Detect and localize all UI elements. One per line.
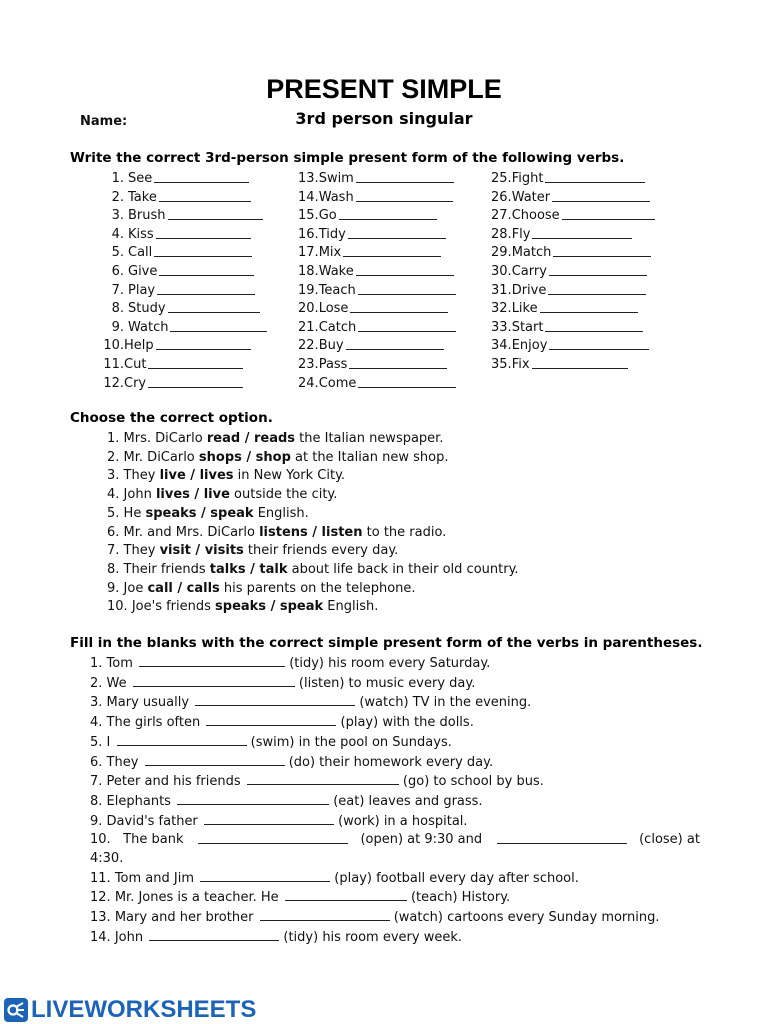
verb-item [100,226,267,245]
option-choice[interactable]: listens / listen [259,524,363,540]
verb-word: Wake [318,263,354,279]
item-number: 10. [107,599,128,615]
verb-word: Help [124,338,154,354]
list-item [90,792,700,812]
answer-blank[interactable] [497,831,627,844]
item-number: 12. [90,890,111,906]
verb-item [491,356,655,375]
answer-blank[interactable] [157,282,255,295]
verb-item [298,226,456,245]
answer-blank[interactable] [170,319,267,332]
item-number: 7. [90,774,103,790]
verb-item [298,375,456,394]
answer-blank[interactable] [358,319,456,332]
answer-blank[interactable] [198,831,348,844]
sentence-end: (do) their homework every day. [288,754,494,770]
verb-word: Cry [124,375,147,391]
page-title: PRESENT SIMPLE [266,74,502,104]
item-number: 2. [90,675,103,691]
list-item [107,524,519,543]
item-number: 30. [491,263,512,279]
verb-item [100,244,267,263]
answer-blank[interactable] [346,337,444,350]
verb-word: Water [511,189,551,205]
item-number: 2. [107,449,120,465]
item-number: 6. [90,754,103,770]
item-number: 33. [491,319,512,335]
verb-item [100,282,267,301]
answer-blank[interactable] [204,812,334,825]
verb-word: Watch [128,319,169,335]
sentence-end: (close) at [639,832,700,848]
section2-instruction: Choose the correct option. [70,410,273,426]
item-number: 26. [491,189,512,205]
sentence-end: (watch) TV in the evening. [359,695,532,711]
verb-column-3 [491,170,655,375]
answer-blank[interactable] [552,189,650,202]
sentence-start: John [114,929,144,945]
answer-blank[interactable] [139,654,285,667]
item-number: 14. [90,929,111,945]
verb-word: Fight [511,171,544,186]
verb-word: Kiss [128,226,154,242]
answer-blank[interactable] [154,170,249,183]
answer-blank[interactable] [148,375,243,388]
answer-blank[interactable] [540,300,638,313]
verb-item [491,337,655,356]
sentence-start: The girls often [106,715,201,731]
item-number: 9. [107,580,120,596]
list-item [107,542,519,561]
item-number: 8. [90,793,103,809]
verb-item [100,170,267,189]
item-number: 25. [491,171,512,186]
list-item [107,561,519,580]
item-number: 8. [111,301,124,317]
option-choice[interactable]: speaks / speak [215,599,324,615]
answer-blank[interactable] [549,263,647,276]
option-choice[interactable]: call / calls [147,580,220,596]
verb-word: Give [128,263,158,279]
answer-blank[interactable] [260,908,390,921]
verb-item [491,282,655,301]
list-item [107,467,519,486]
answer-blank[interactable] [154,244,252,257]
answer-blank[interactable] [206,713,336,726]
option-choice[interactable]: read / reads [206,431,296,446]
verb-item [100,263,267,282]
answer-blank[interactable] [156,337,251,350]
answer-blank[interactable] [549,337,649,350]
list-item [107,598,519,617]
verb-item [100,375,267,394]
option-choice[interactable]: live / lives [159,468,234,484]
item-number: 29. [491,245,512,261]
item-number: 28. [491,226,512,242]
verb-word: Study [128,301,166,317]
option-choice[interactable]: lives / live [155,487,230,503]
answer-blank[interactable] [177,792,329,805]
sentence-start: Peter and his friends [106,774,241,790]
verb-word: Come [318,375,357,391]
sentence-start: Mary and her brother [114,910,254,926]
sentence-continuation: 4:30. [90,851,124,867]
answer-blank[interactable] [168,300,260,313]
sentence-start: Mr. Jones is a teacher. He [114,890,279,906]
sentence-end: (work) in a hospital. [338,813,468,829]
sentence-end: (play) football every day after school. [334,870,579,886]
item-number: 8. [107,561,120,577]
list-item [90,831,700,850]
item-number: 34. [491,338,512,354]
item-number: 20. [298,301,319,317]
sentence-end: (teach) History. [410,890,511,906]
item-number: 31. [491,282,512,298]
item-number: 18. [298,263,319,279]
verb-item [100,189,267,208]
answer-blank[interactable] [356,170,454,183]
answer-blank[interactable] [339,207,437,220]
item-number: 13. [298,171,319,186]
item-number: 11. [103,356,124,372]
answer-blank[interactable] [133,674,295,687]
verb-item [298,244,456,263]
verb-item [298,319,456,338]
sentence-start: Mr. DiCarlo [123,449,199,465]
verb-item [100,319,267,338]
sentence-start: They [106,754,139,770]
list-item [90,654,700,674]
verb-word: Enjoy [511,338,548,354]
sentence-end: about life back in their old country. [287,561,519,577]
verb-word: Like [511,301,538,317]
item-number: 14. [298,189,319,205]
sentence-end: (tidy) his room every Saturday. [289,656,491,671]
option-choice[interactable]: speaks / speak [145,505,254,521]
verb-word: Brush [128,208,166,224]
list-item [107,505,519,524]
verb-item [491,300,655,319]
verb-word: Carry [511,263,547,279]
item-number: 9. [90,813,103,829]
list-item [90,674,700,694]
name-label: Name: [80,114,128,129]
verb-word: Buy [318,338,344,354]
list-item [90,713,700,733]
logo-text: LIVEWORKSHEETS [31,996,257,1023]
item-number: 4. [107,487,120,503]
item-number: 4. [90,715,103,731]
answer-blank[interactable] [532,226,632,239]
verb-column-1 [100,170,267,393]
verb-word: Fly [511,226,531,242]
answer-blank[interactable] [149,928,279,941]
sentence-end: (watch) cartoons every Sunday morning. [393,910,660,926]
verb-word: Lose [318,301,349,317]
verb-word: Swim [318,171,354,186]
item-number: 6. [107,524,120,540]
answer-blank[interactable] [358,375,456,388]
sentence-start: Joe's friends [131,599,216,615]
item-number: 11. [90,870,111,886]
item-number: 3. [90,695,103,711]
item-number: 21. [298,319,319,335]
verb-word: Wash [318,189,354,205]
verb-word: Fix [511,356,530,372]
sentence-start: David's father [106,813,198,829]
answer-blank[interactable] [148,356,243,369]
section1-instruction: Write the correct 3rd-person simple present form of the following verbs. [70,150,625,166]
sentence-start: They [123,468,160,484]
sentence-end: (play) with the dolls. [340,715,474,731]
verb-item [491,263,655,282]
liveworksheets-icon [4,998,28,1022]
answer-blank[interactable] [195,693,355,706]
item-number: 19. [298,282,319,298]
list-item [90,812,700,832]
item-number: 35. [491,356,512,372]
sentence-start: I [106,734,111,750]
item-number: 24. [298,375,319,391]
answer-blank[interactable] [562,207,655,220]
sentence-start: John [123,487,156,503]
item-number: 15. [298,208,319,224]
answer-blank[interactable] [168,207,263,220]
verb-word: Pass [318,356,348,372]
item-number: 3. [107,468,120,484]
verb-item [100,207,267,226]
item-number: 5. [90,734,103,750]
choose-option-list [107,430,519,617]
item-number: 10. [103,338,124,354]
sentence-end: at the Italian new shop. [290,449,449,465]
sentence-end: the Italian newspaper. [295,431,444,446]
sentence-start: Mary usually [106,695,190,711]
sentence-end: to the radio. [362,524,447,540]
verb-item [491,244,655,263]
sentence-start: Mrs. DiCarlo [123,431,207,446]
list-item [90,772,700,792]
verb-column-2 [298,170,456,393]
verb-word: Drive [511,282,547,298]
answer-blank[interactable] [350,300,448,313]
item-number: 1. [107,431,120,446]
answer-blank[interactable] [545,170,645,183]
answer-blank[interactable] [343,244,441,257]
item-number: 5. [111,245,124,261]
page-subtitle: 3rd person singular [295,109,473,128]
item-number: 1. [111,171,124,186]
list-item-continuation [90,850,700,869]
verb-item [298,207,456,226]
answer-blank[interactable] [156,226,251,239]
verb-word: Tidy [318,226,346,242]
answer-blank[interactable] [349,356,447,369]
sentence-end: in New York City. [233,468,346,484]
verb-item [491,207,655,226]
item-number: 7. [107,543,120,559]
item-number: 5. [107,505,120,521]
verb-item [298,263,456,282]
verb-word: Play [128,282,156,298]
sentence-start: Joe [123,580,148,596]
verb-item [100,356,267,375]
sentence-end: his parents on the telephone. [219,580,416,596]
verb-item [100,337,267,356]
answer-blank[interactable] [553,244,651,257]
verb-item [298,356,456,375]
answer-blank[interactable] [548,282,646,295]
answer-blank[interactable] [285,888,407,901]
item-number: 13. [90,910,111,926]
list-item [90,928,700,948]
sentence-end: English. [253,505,309,521]
verb-item [298,282,456,301]
answer-blank[interactable] [159,189,251,202]
verb-word: Catch [318,319,357,335]
list-item [90,733,700,753]
verb-item [100,300,267,319]
sentence-start: They [123,543,160,559]
answer-blank[interactable] [145,753,285,766]
item-number: 6. [111,263,124,279]
verb-item [298,300,456,319]
sentence-end: English. [323,599,379,615]
sentence-start: We [106,675,127,691]
item-number: 23. [298,356,319,372]
answer-blank[interactable] [200,869,330,882]
list-item [90,869,700,889]
verb-word: Call [128,245,153,261]
sentence-middle: (open) at 9:30 and [360,832,483,848]
answer-blank[interactable] [356,263,454,276]
list-item [107,486,519,505]
item-number: 2. [111,189,124,205]
answer-blank[interactable] [545,319,643,332]
fill-blanks-list [90,654,700,948]
verb-item [491,226,655,245]
list-item [107,430,519,449]
answer-blank[interactable] [356,189,453,202]
sentence-end: (tidy) his room every week. [283,929,462,945]
sentence-start: Mr. and Mrs. DiCarlo [123,524,260,540]
item-number: 22. [298,338,319,354]
verb-word: Take [128,189,157,205]
liveworksheets-logo[interactable] [4,996,256,1024]
sentence-start: Elephants [106,793,171,809]
sentence-start: The bank [123,832,184,848]
list-item [107,449,519,468]
item-number: 12. [103,375,124,391]
sentence-end: outside the city. [229,487,338,503]
item-number: 17. [298,245,319,261]
item-number: 1. [90,656,103,671]
verb-item [298,170,456,189]
item-number: 16. [298,226,319,242]
item-number: 27. [491,208,512,224]
verb-item [298,337,456,356]
sentence-start: Tom and Jim [114,870,195,886]
verb-word: Start [511,319,544,335]
sentence-start: He [123,505,146,521]
list-item [107,580,519,599]
option-choice[interactable]: visit / visits [159,543,244,559]
answer-blank[interactable] [247,772,399,785]
item-number: 9. [111,319,124,335]
item-number: 7. [111,282,124,298]
verb-item [298,189,456,208]
item-number: 32. [491,301,512,317]
verb-item [491,189,655,208]
item-number: 10. [90,832,111,848]
verb-word: Cut [124,356,147,372]
section3-instruction: Fill in the blanks with the correct simple present form of the verbs in parentheses. [70,635,703,651]
answer-blank[interactable] [532,356,628,369]
sentence-end: (swim) in the pool on Sundays. [250,734,452,750]
answer-blank[interactable] [159,263,254,276]
sentence-start: Tom [106,656,133,671]
list-item [90,753,700,773]
answer-blank[interactable] [348,226,446,239]
verb-word: Match [511,245,552,261]
sentence-end: (go) to school by bus. [402,774,544,790]
option-choice[interactable]: talks / talk [209,561,288,577]
sentence-end: (eat) leaves and grass. [333,793,483,809]
answer-blank[interactable] [358,282,456,295]
item-number: 4. [111,226,124,242]
list-item [90,908,700,928]
verb-word: See [128,171,153,186]
item-number: 3. [111,208,124,224]
verb-item [491,170,655,189]
option-choice[interactable]: shops / shop [198,449,291,465]
sentence-end: (listen) to music every day. [298,675,476,691]
verb-word: Choose [511,208,560,224]
answer-blank[interactable] [117,733,247,746]
verb-item [491,319,655,338]
verb-word: Mix [318,245,342,261]
sentence-start: Their friends [123,561,210,577]
list-item [90,888,700,908]
list-item [90,693,700,713]
verb-word: Teach [318,282,356,298]
sentence-end: their friends every day. [243,543,399,559]
verb-word: Go [318,208,337,224]
